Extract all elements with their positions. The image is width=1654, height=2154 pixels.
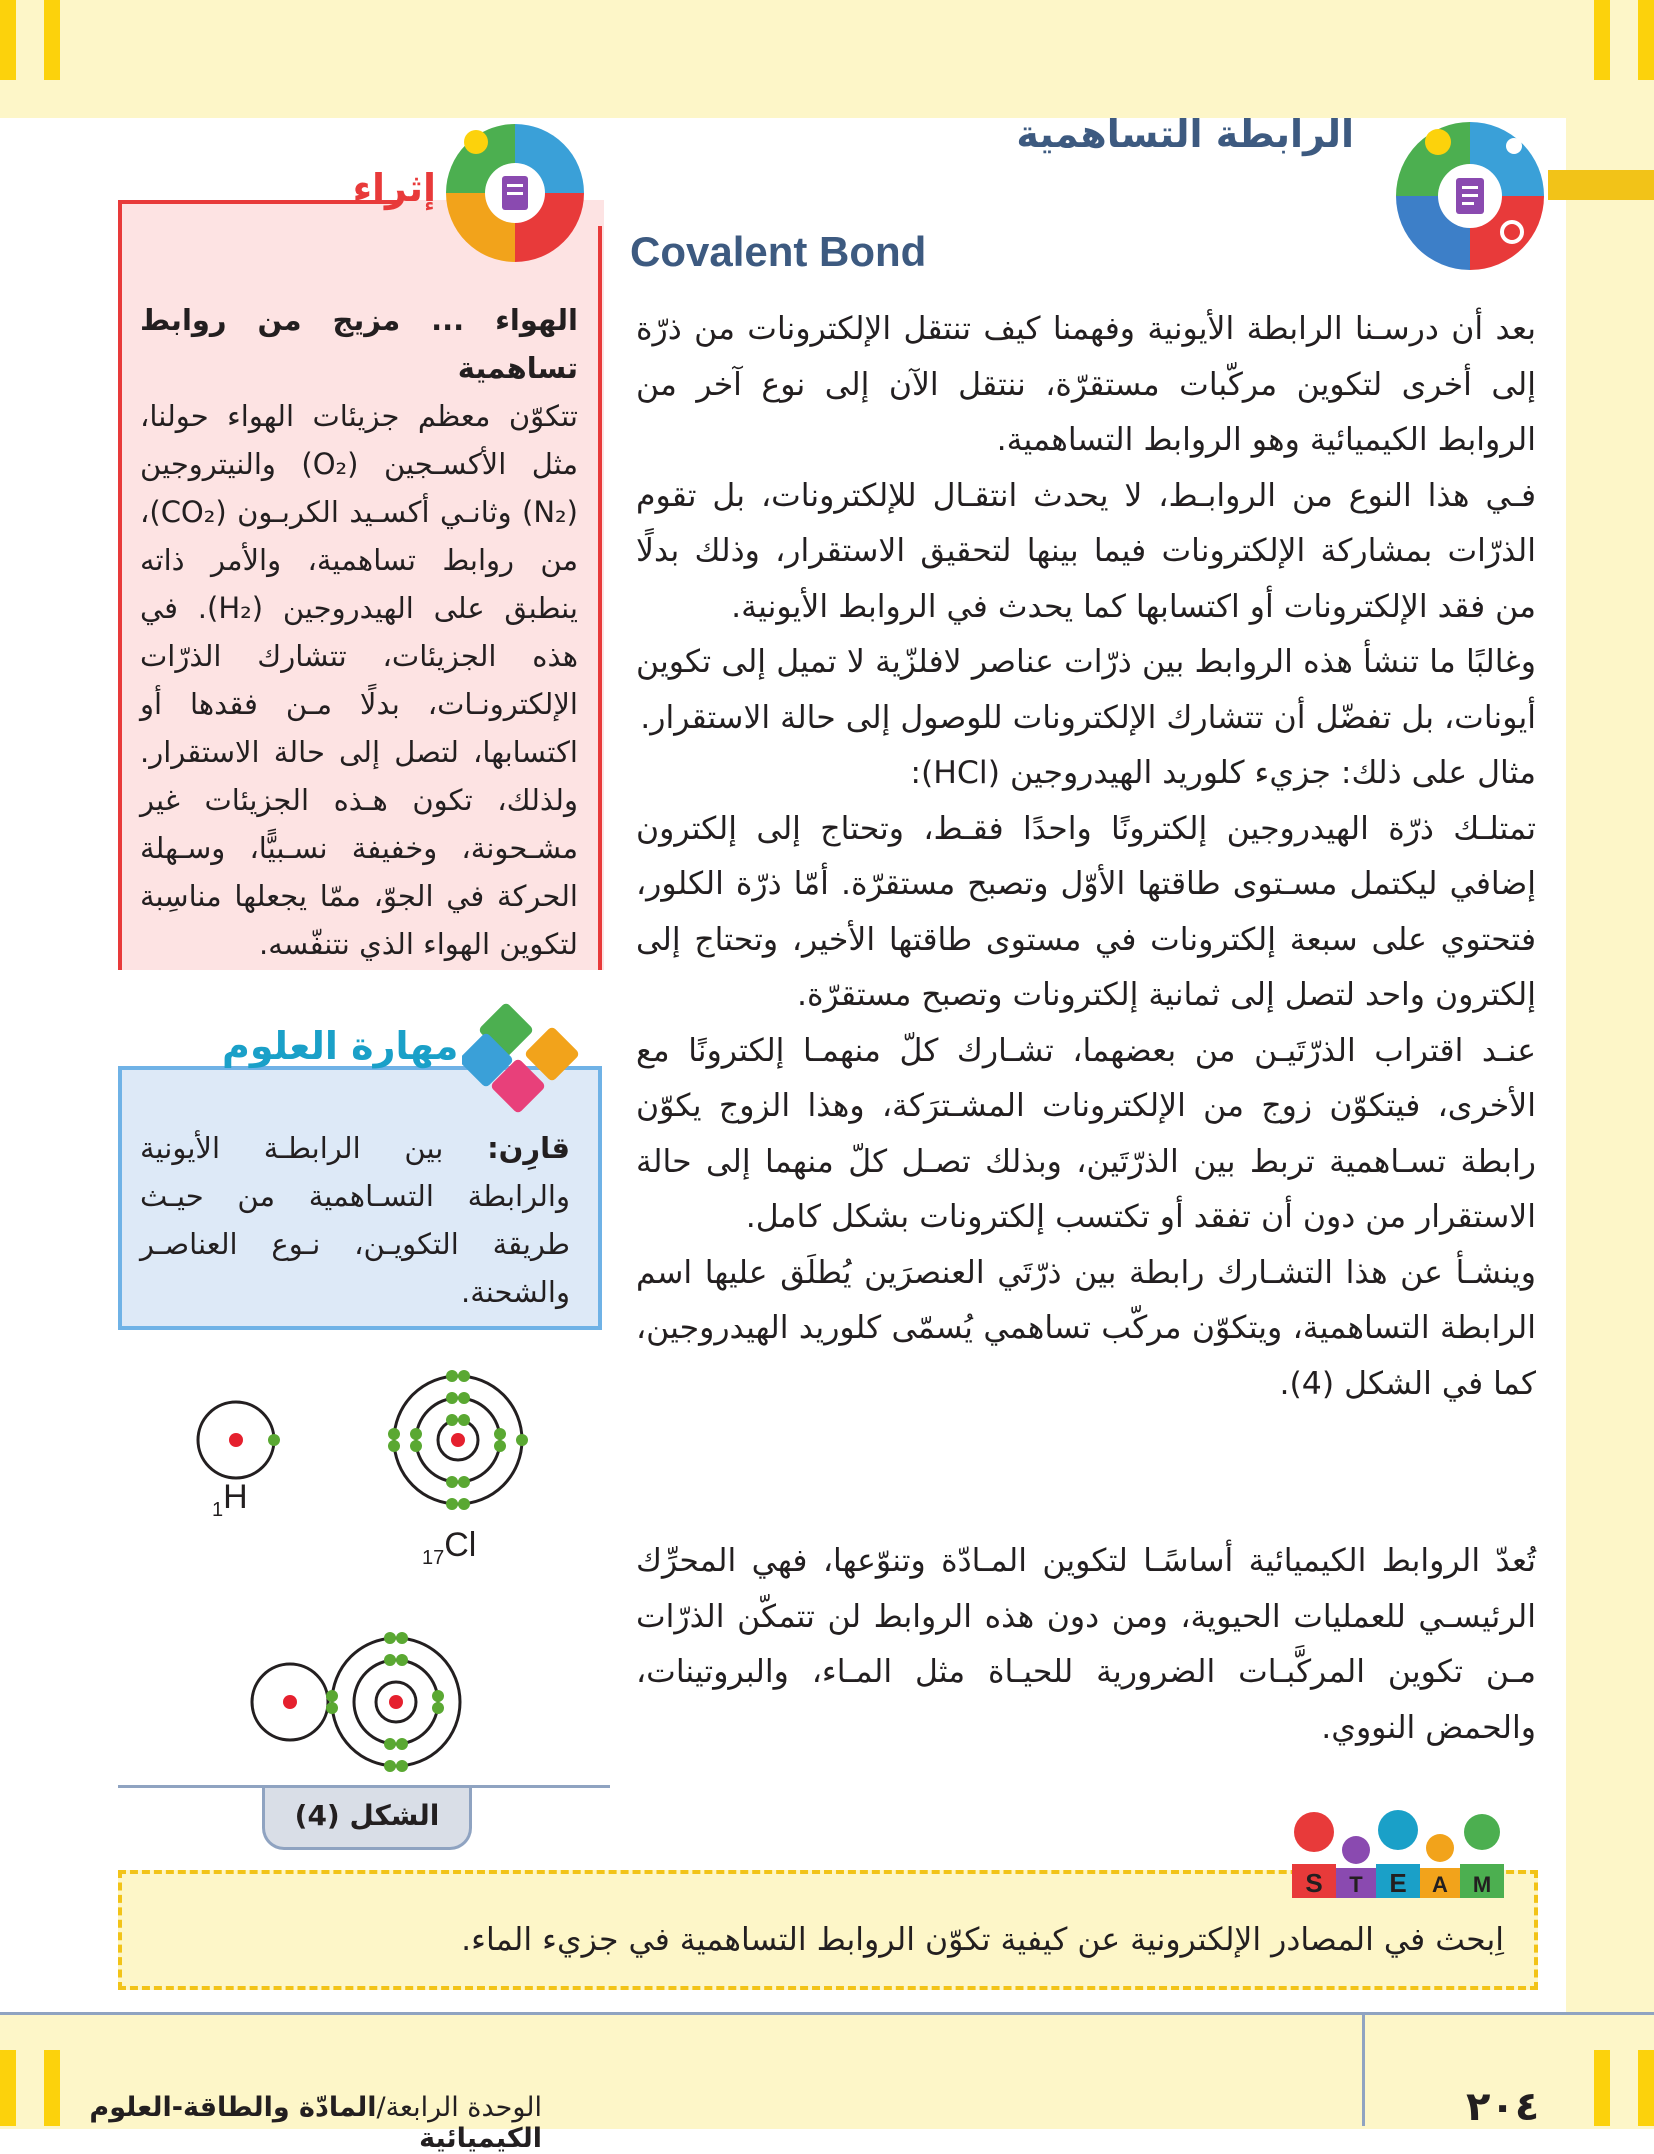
puzzle-icon: [462, 1000, 612, 1118]
header-stripe: [1638, 0, 1654, 80]
steam-letter: A: [1432, 1872, 1448, 1897]
skill-lead: قارِن:: [487, 1131, 570, 1165]
closing-content: [636, 1534, 1536, 1756]
steam-activity-text: اِبحث في المصادر الإلكترونية عن كيفية تكوّن الروابط التساهمية في جزيء الماء.: [461, 1922, 1504, 1958]
paragraph: فـي هذا النوع من الروابـط، لا يحدث انتقـال للإلكترونات، بل تقوم الذرّات بمشاركة الإلكترونات فيما بينها لتحقيق الاستقرار، وذلك بدلًا من فقد الإلكترونات أو اكتسابها كما يحدث في الروابط الأيونية.: [636, 477, 1536, 625]
footer-divider: [1362, 2012, 1365, 2126]
closing-paragraph: تُعدّ الروابط الكيميائية أساسًـا لتكوين المـادّة وتنوّعها، فهي المحرِّك الرئيسـي للعمليات الحيوية، ومن دون هذه الروابط لن تتمكّن الذرّات مـن تكوين المركَّبـات الضرورية للحيـاة مثل المـاء، والبروتينات، والحمض النووي.: [636, 1543, 1536, 1746]
header-band: [0, 0, 1654, 118]
paragraph: وغالبًا ما تنشأ هذه الروابط بين ذرّات عناصر لافلزّية لا تميل إلى تكوين أيونات، بل تفضّل أن تتشارك الإلكترونات للوصول إلى حالة الاستقرار.: [636, 644, 1536, 736]
figure-caption: الشكل (4): [262, 1788, 472, 1850]
enrichment-title: إثراء: [352, 166, 436, 210]
electron: [268, 1434, 280, 1446]
lesson-title-english: Covalent Bond: [630, 228, 927, 275]
footer-stripe: [1638, 2050, 1654, 2126]
side-accent: [1548, 170, 1654, 200]
hydrogen-label: $_1$H: [212, 1478, 248, 1521]
footer-stripe: [1594, 2050, 1610, 2126]
hcl-diagram: [118, 1350, 610, 1790]
header-stripe: [1594, 0, 1610, 80]
section-wheel-icon: [1390, 116, 1550, 276]
header-stripe: [0, 0, 16, 80]
steam-letter: E: [1389, 1868, 1407, 1898]
steam-letter: T: [1349, 1872, 1363, 1897]
chlorine-label: $_{17}$Cl: [422, 1526, 477, 1569]
paragraph: وينشـأ عن هذا التشـارك رابطة بين ذرّتَي العنصرَين يُطلَق عليها اسم الرابطة التساهمية، ويتكوّن مركّب تساهمي يُسمّى كلوريد الهيدروجين، كما في الشكل (4).: [636, 1254, 1536, 1402]
science-skill-title: مهارة العلوم: [222, 1024, 459, 1068]
skill-body: بين الرابطـة الأيونية والرابطة التسـاهمية من حيـث طريقة التكويـن، نـوع العناصـر والشحنة.: [140, 1131, 570, 1309]
footer-unit: الوحدة الرابعة/المادّة والطاقة-العلوم الكيميائية: [89, 2092, 542, 2154]
steam-logo-icon: [1290, 1806, 1506, 1902]
steam-letter: S: [1305, 1868, 1323, 1898]
hcl-molecule: [252, 1632, 460, 1772]
paragraph: عنـد اقتراب الذرّتَيـن من بعضهما، تشـارك كلّ منهمـا إلكترونًا مع الأخرى، فيتكوّن زوج من الإلكترونات المشـترَكة، وهذا الزوج يكوّن رابطة تسـاهمية تربط بين الذرّتَين، وبذلك تصـل كلّ منهما إلى حالة الاستقرار من دون أن تفقد أو تكتسب إلكترونات بشكل كامل.: [636, 1032, 1536, 1235]
chlorine-atom: [388, 1370, 528, 1510]
enrichment-heading: الهواء ... مزيج من روابط تساهمية: [140, 303, 578, 385]
paragraph: تمتلـك ذرّة الهيدروجين إلكترونًا واحدًا فقـط، وتحتاج إلى إلكترون إضافي ليكتمل مسـتوى طاقتها الأوّل وتصبح مستقرّة. أمّا ذرّة الكلور، فتحتوي على سبعة إلكترونات في مستوى طاقتها الأخير، وتحتاج إلى إلكترون واحد لتصل إلى ثمانية إلكترونات وتصبح مستقرّة.: [636, 810, 1536, 1013]
science-skill-content: [140, 1124, 570, 1316]
main-content: [636, 302, 1536, 1412]
page-number: ٢٠٤: [1466, 2084, 1540, 2130]
hydrogen-atom: [198, 1402, 280, 1478]
nucleus: [229, 1433, 243, 1447]
enrichment-border: [118, 200, 122, 970]
enrichment-wheel-icon: [440, 118, 590, 268]
header-stripe: [44, 0, 60, 80]
enrichment-body: تتكوّن معظم جزيئات الهواء حولنا، مثل الأكسـجين (O₂) والنيتروجين (N₂) وثانـي أكسـيد الكربـون (CO₂)، من روابط تساهمية، والأمر ذاته ينطبق على الهيدروجين (H₂). في هذه الجزيئات، تتشارك الذرّات الإلكترونـات، بدلًا مـن فقدها أو اكتسابها، لتصل إلى حالة الاستقرار. ولذلك، تكون هـذه الجزيئات غير مشـحونة، وخفيفة نسـبيًّا، وسـهلة الحركة في الجوّ، ممّا يجعلها مناسِبة لتكوين الهواء الذي نتنفّسه.: [140, 399, 578, 961]
paragraph: مثال على ذلك: جزيء كلوريد الهيدروجين (HCl):: [910, 755, 1536, 791]
steam-letter: M: [1472, 1872, 1492, 1897]
lesson-title: الرابطة التساهمية: [1016, 112, 1354, 156]
paragraph: بعد أن درسـنا الرابطة الأيونية وفهمنا كيف تنتقل الإلكترونات من ذرّة إلى أخرى لتكوين مركّبات مستقرّة، ننتقل الآن إلى نوع آخر من الروابط الكيميائية وهو الروابط التساهمية.: [636, 311, 1536, 458]
side-band: [1566, 112, 1654, 2087]
enrichment-content: [140, 296, 578, 968]
enrichment-border: [598, 226, 602, 970]
